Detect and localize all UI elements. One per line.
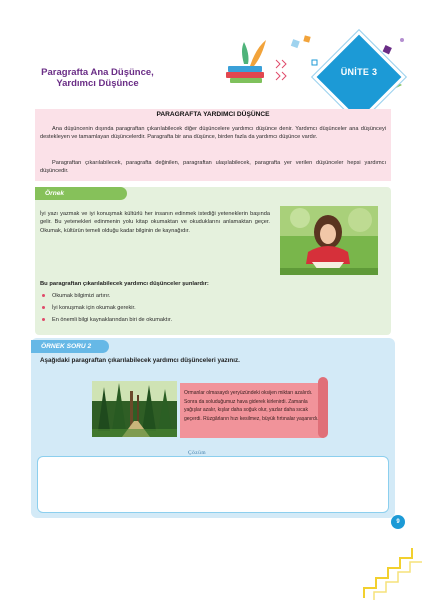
- question-tab: ÖRNEK SORU 2: [31, 340, 109, 353]
- example-tab: Örnek: [35, 187, 127, 200]
- example-list-item: [42, 305, 136, 311]
- list-item-text: En önemli bilgi kaynaklarından biri de okumaktır.: [52, 317, 173, 323]
- unit-label: ÜNİTE 3: [340, 67, 378, 77]
- example-list-item: [42, 317, 172, 323]
- example-paragraph: İyi yazı yazmak ve iyi konuşmak kültürlü her insanın edinmek istediği yeteneklerin başında gelir. Bu yetenekleri edinmenin yolu kitap okumaktan ve okuduklarını anlamaktan geçer. Okumak, kültürün temeli olduğu kadar bilginin de kaynağıdır.: [40, 211, 270, 234]
- question-prompt: Aşağıdaki paragraftan çıkarılabilecek yardımcı düşünceleri yazınız.: [40, 357, 240, 364]
- bullet-icon: [42, 306, 45, 309]
- info-paragraph-1: Ana düşüncenin dışında paragraftan çıkarılabilecek diğer düşüncelere yardımcı düşünce denir. Yardımcı düşünceler ana düşünceyi destekleyen ve tamamlayan düşüncelerdir. Paragrafta bir ana düşünce, birden fazla da yardımcı düşünce vardır.: [40, 126, 386, 141]
- example-list-heading: Bu paragraftan çıkarılabilecek yardımcı düşünceler şunlardır:: [40, 281, 209, 287]
- example-list-item: [42, 293, 110, 299]
- passage-text: Ormanlar olmasaydı yeryüzündeki oksijen miktarı azalırdı. Sonra da soluduğumuz hava giderek kirlenirdi. Zamanla yağışlar azalır, kışlar daha soğuk olur, yazlar daha sıcak geçerdi. Rüzgârların hızı kesilmez, büyük fırtınalar yaşanırdı.: [184, 390, 319, 423]
- title-line-1: Paragrafta Ana Düşünce,: [41, 67, 154, 78]
- page-number: 9: [391, 515, 405, 529]
- bullet-icon: [42, 294, 45, 297]
- stairs-decoration: [360, 520, 424, 600]
- title-line-2: Yardımcı Düşünce: [56, 78, 139, 89]
- reading-girl-photo: [280, 206, 378, 275]
- forest-photo: [92, 381, 177, 437]
- info-heading: PARAGRAFTA YARDIMCI DÜŞÜNCE: [156, 111, 270, 118]
- info-paragraph-2: Paragraftan çıkarılabilecek, paragrafta değinilen, paragraftan ulaşılabilecek, paragrafta yer verilen düşünceler hepsi yardımcı düşüncedir.: [40, 160, 386, 175]
- books-icon: [226, 40, 266, 83]
- arrow-pattern-icon: [276, 60, 286, 80]
- list-item-text: İyi konuşmak için okumak gerekir.: [52, 305, 136, 311]
- list-item-text: Okumak bilgimizi artırır.: [52, 293, 111, 299]
- answer-area[interactable]: [37, 456, 389, 513]
- bullet-icon: [42, 318, 45, 321]
- answer-label: Çözüm: [184, 450, 210, 456]
- page-title: [30, 67, 165, 89]
